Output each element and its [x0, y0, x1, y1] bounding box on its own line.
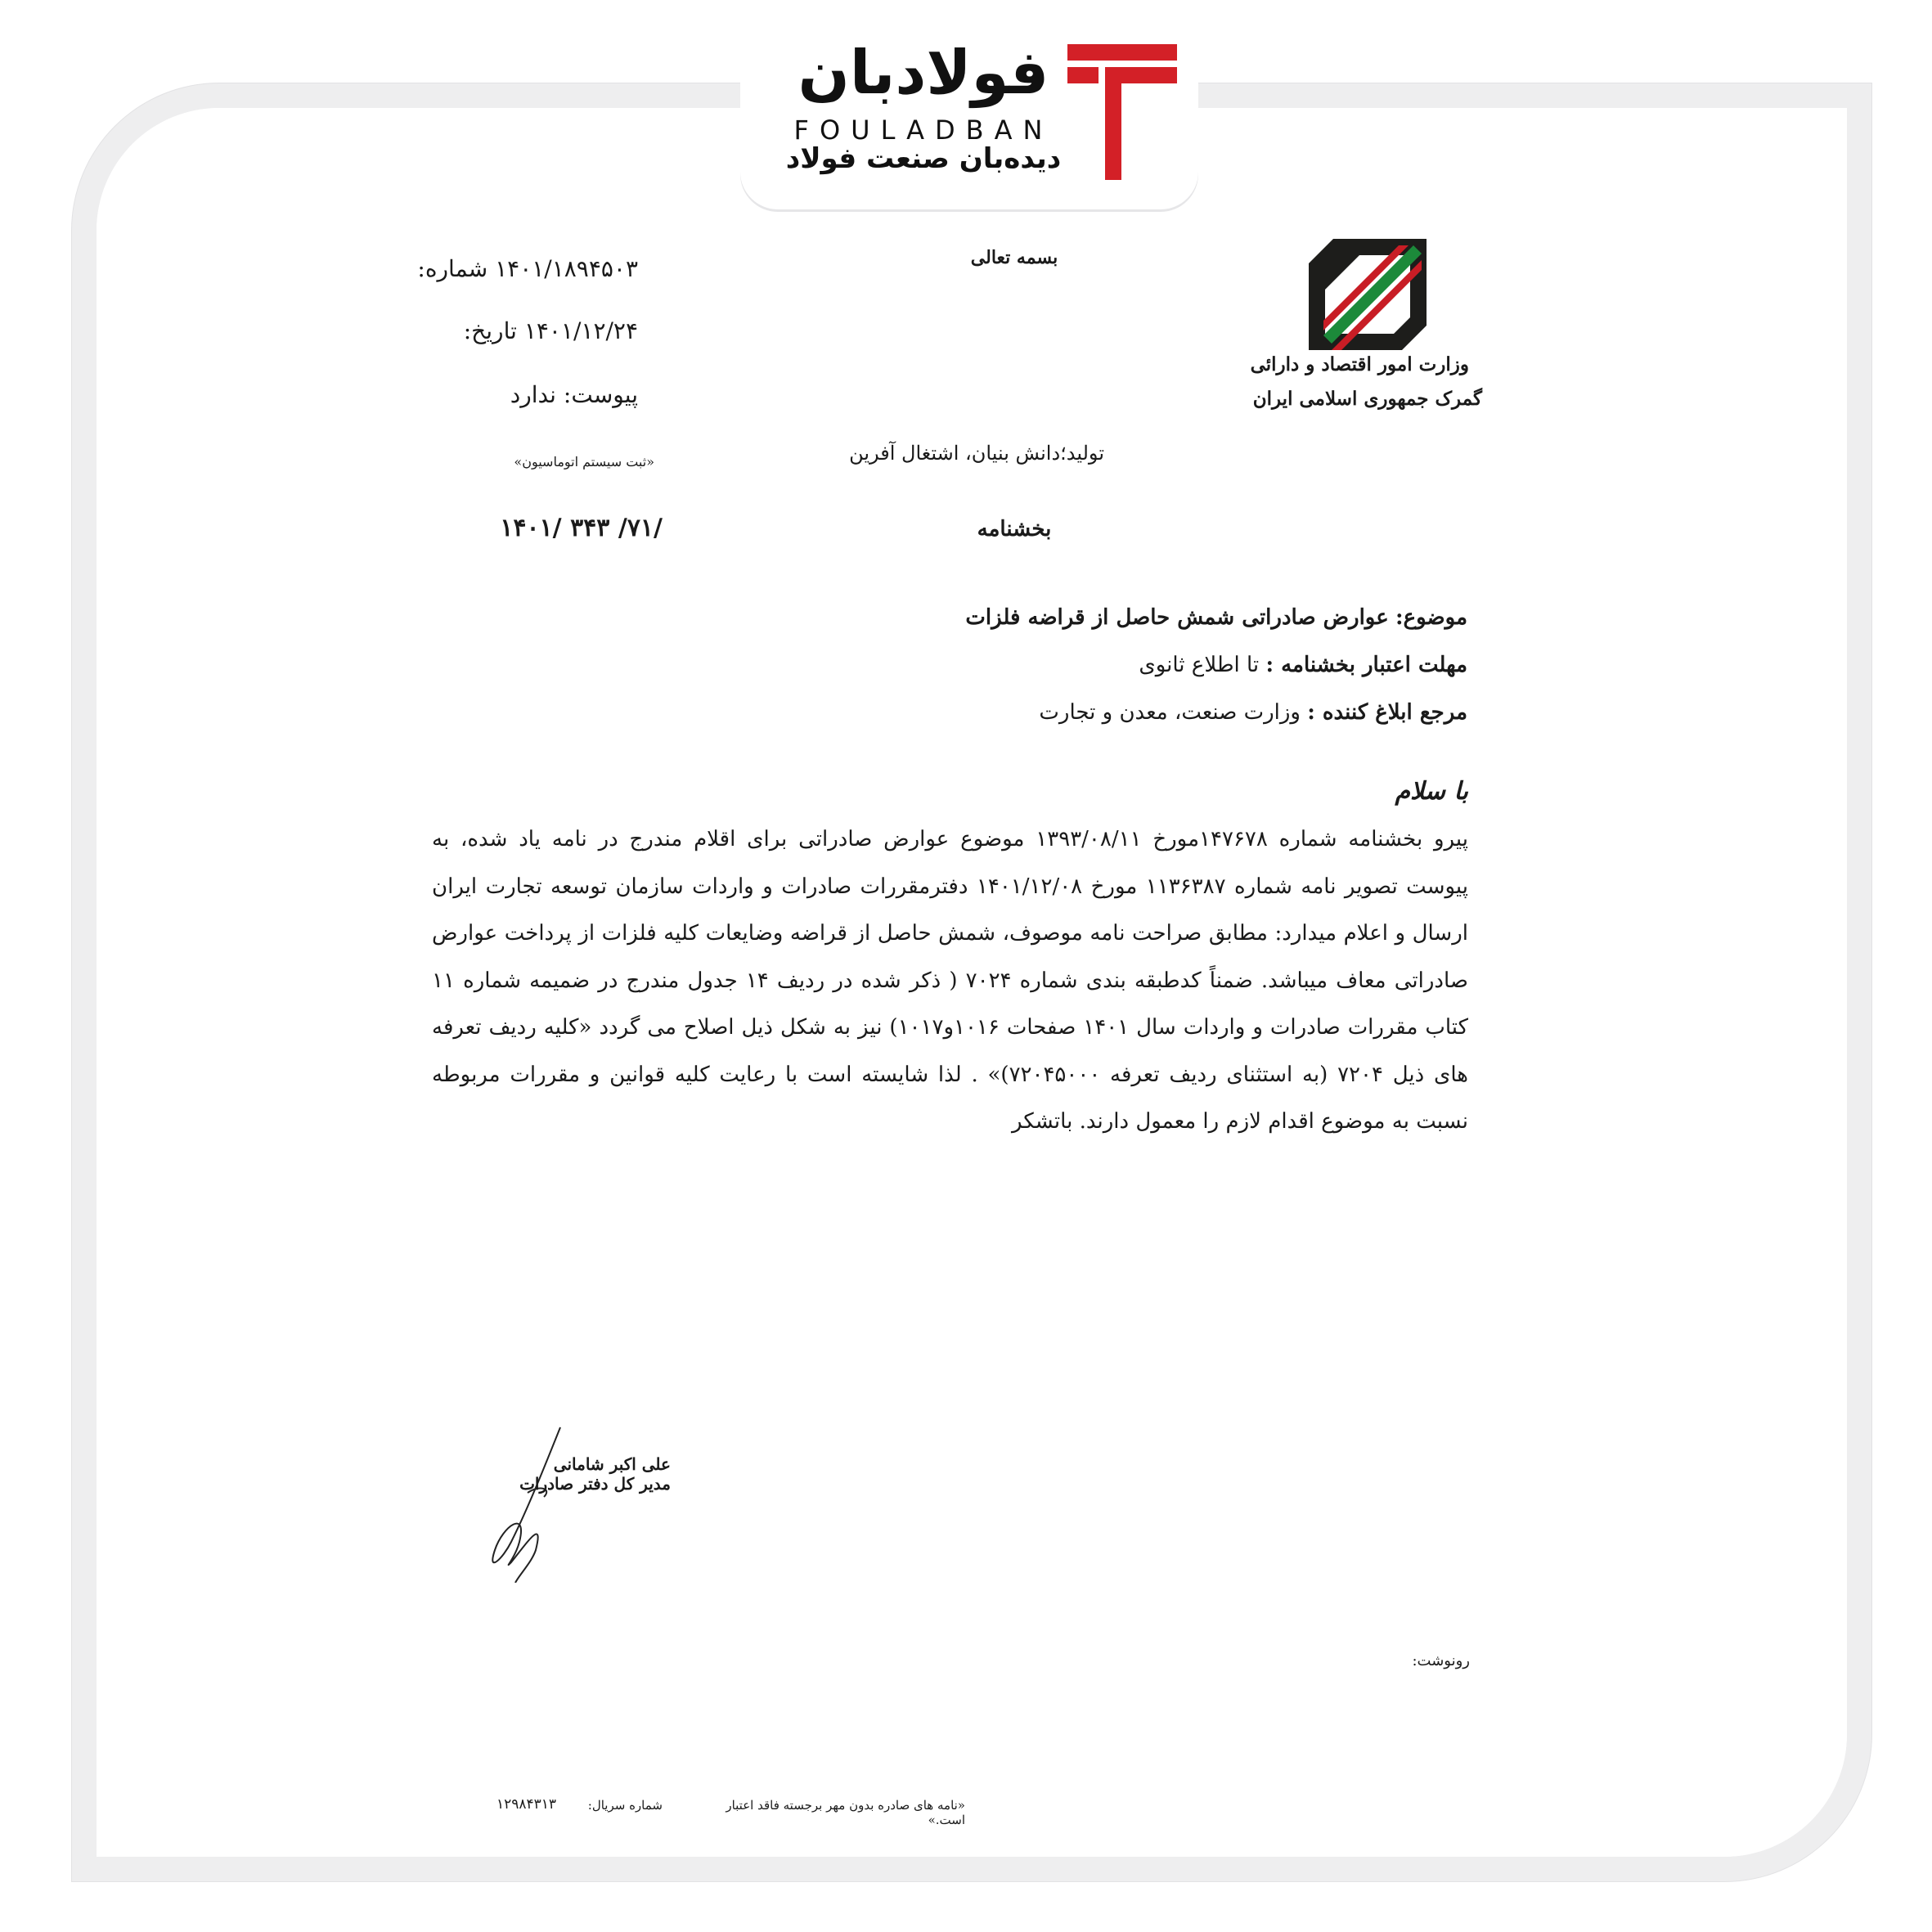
slogan: تولید؛دانش بنیان، اشتغال آفرین [849, 442, 1104, 465]
ministry-name: وزارت امور اقتصاد و دارائی [1250, 353, 1469, 375]
signer-block [507, 1454, 671, 1494]
number-label: شماره: [417, 255, 488, 282]
reference-value: وزارت صنعت، معدن و تجارت [1039, 700, 1301, 725]
customs-emblem-icon [1309, 239, 1427, 350]
reference-label: مرجع ابلاغ کننده : [1307, 700, 1467, 725]
fouladban-logo-icon [1067, 44, 1177, 180]
brand-name-fa: فولادبان [798, 38, 1049, 108]
date-label: تاریخ: [463, 317, 517, 344]
date-line [393, 317, 638, 344]
signer-title: مدیر کل دفتر صادرات [519, 1474, 671, 1494]
date-value: ۱۴۰۱/۱۲/۲۴ [523, 317, 638, 344]
subject-line [797, 594, 1467, 641]
validity-line [797, 641, 1467, 689]
signer-name: علی اکبر شامانی [553, 1454, 671, 1474]
validity-footer-note: «نامه های صادره بدون مهر برجسته فاقد اعتبار است.» [726, 1798, 965, 1827]
circular-code: ۱۴۰۱/ ۳۴۳ /۷۱/ [500, 514, 663, 542]
subject-block [797, 594, 1467, 736]
validity-label: مهلت اعتبار بخشنامه : [1265, 653, 1467, 677]
brand-tagline: دیده‌بان صنعت فولاد [785, 142, 1062, 175]
brand-name-en: FOULADBAN [793, 115, 1054, 146]
document-type: بخشنامه [977, 517, 1052, 541]
attachment-line [393, 381, 638, 408]
cc-label: رونوشت: [1412, 1652, 1470, 1669]
serial-value: ۱۲۹۸۴۳۱۳ [496, 1796, 556, 1813]
subject-label: موضوع: [1395, 605, 1467, 630]
attachment-label: پیوست: [563, 381, 638, 408]
subject-value: عوارض صادراتی شمش حاصل از قراضه فلزات [965, 605, 1389, 630]
auto-registration-note: «ثبت سیستم اتوماسیون» [514, 454, 654, 470]
reference-line [797, 689, 1467, 736]
body-paragraph: پیرو بخشنامه شماره ۱۴۷۶۷۸مورخ ۱۳۹۳/۰۸/۱۱ موضوع عوارض صادراتی برای اقلام مندرج در نامه یاد شده، به پیوست تصویر نامه شماره ۱۱۳۶۳۸۷ مورخ ۱۴۰۱/۱۲/۰۸ دفترمقررات صادرات و واردات سازمان توسعه تجارت ایران ارسال و اعلام میدارد: مطابق صراحت نامه موصوف، شمش حاصل از قراضه وضایعات کلیه فلزات از پرداخت عوارض صادراتی معاف میباشد. ضمناً کدطبقه بندی شماره ۷۰۲۴ ( ذکر شده در ردیف ۱۴ جدول مندرج در ضمیمه شماره ۱۱ کتاب مقررات صادرات و واردات سال ۱۴۰۱ صفحات ۱۰۱۶و۱۰۱۷) نیز به شکل ذیل اصلاح می گردد «کلیه ردیف تعرفه های ذیل ۷۲۰۴ (به استثنای ردیف تعرفه ۷۲۰۴۵۰۰۰)» . لذا شایسته است با رعایت کلیه قوانین و مقررات مربوطه نسبت به موضوع اقدام لازم را معمول دارند. باتشکر [432, 827, 1468, 1134]
greeting: با سلام [1395, 777, 1468, 806]
customs-name: گمرک جمهوری اسلامی ایران [1252, 388, 1482, 410]
signature-icon [479, 1419, 577, 1583]
attachment-value: ندارد [510, 381, 556, 408]
number-line [393, 255, 638, 282]
invocation: بسمه تعالی [970, 247, 1058, 268]
serial-label: شماره سریال: [587, 1798, 663, 1813]
number-value: ۱۴۰۱/۱۸۹۴۵۰۳ [495, 255, 638, 282]
validity-value: تا اطلاع ثانوی [1139, 653, 1260, 677]
brand-header [740, 0, 1198, 209]
